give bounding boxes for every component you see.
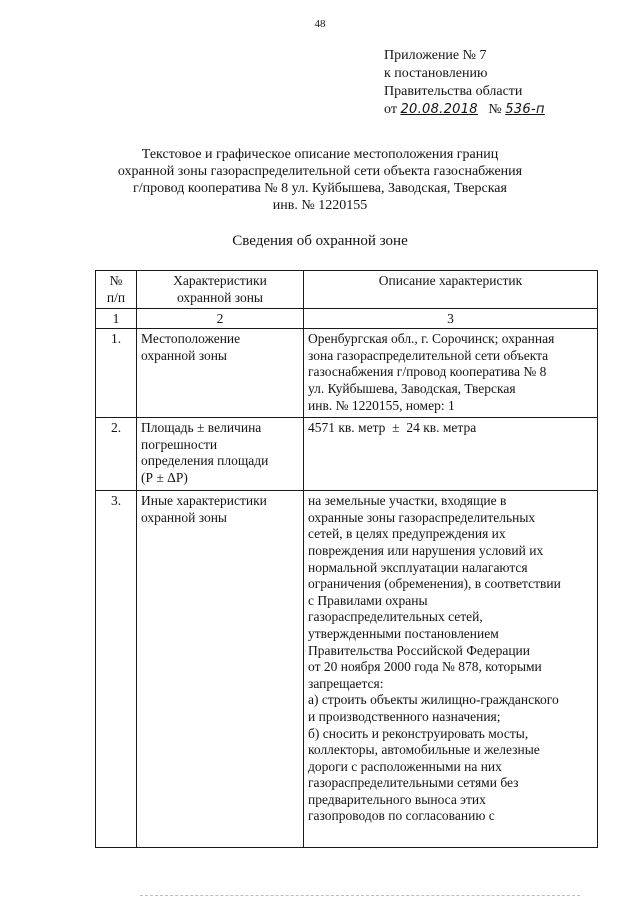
handwritten-number: 536-п <box>505 102 545 117</box>
column-number-1: 1 <box>96 309 137 329</box>
appendix-line-2: к постановлению <box>384 66 488 81</box>
page-bottom-edge <box>140 895 580 897</box>
document-title <box>0 146 640 214</box>
row-number: 3. <box>96 491 137 848</box>
table-row <box>96 329 598 418</box>
header-number: № п/п <box>96 271 137 309</box>
row-description: 4571 кв. метр ± 24 кв. метра <box>304 418 598 491</box>
page-number: 48 <box>314 18 326 30</box>
appendix-date-line <box>384 101 545 119</box>
title-line-3: г/провод кооператива № 8 ул. Куйбышева, Заводская, Тверская <box>133 181 507 196</box>
title-line-1: Текстовое и графическое описание местоположения границ <box>141 147 499 162</box>
table-row <box>96 491 598 848</box>
row-number: 1. <box>96 329 137 418</box>
column-number-row <box>96 309 598 329</box>
row-characteristic: Иные характеристики охранной зоны <box>137 491 304 848</box>
title-line-4: инв. № 1220155 <box>272 198 368 213</box>
row-description: на земельные участки, входящие в охранные зоны газораспределительных сетей, в целях предупреждения их повреждения или нарушения условий их нормальной эксплуатации налагаются ограничения (обременения), в соответствии с Правилами охраны газораспределительных сетей, утвержденными постановлением Правительства Российской Федерации от 20 ноября 2000 года № 878, которыми запрещается: а) строить объекты жилищно-гражданского и производственного назначения; б) сносить и реконструировать мосты, коллекторы, автомобильные и железные дороги с расположенными на них газораспределительными сетями без предварительного выноса этих газопроводов по согласованию с <box>304 491 598 848</box>
appendix-line-3: Правительства области <box>384 84 523 99</box>
appendix-line-1: Приложение № 7 <box>384 48 487 63</box>
appendix-block <box>384 47 545 119</box>
handwritten-date: 20.08.2018 <box>400 102 478 117</box>
protection-zone-table <box>95 270 598 848</box>
table-row <box>96 418 598 491</box>
section-title: Сведения об охранной зоне <box>232 233 408 249</box>
row-characteristic: Площадь ± величина погрешности определения площади (Р ± ΔР) <box>137 418 304 491</box>
date-prefix: от <box>384 102 397 117</box>
row-description: Оренбургская обл., г. Сорочинск; охранная зона газораспределительной сети объекта газоснабжения г/провод кооператива № 8 ул. Куйбышева, Заводская, Тверская инв. № 1220155, номер: 1 <box>304 329 598 418</box>
row-number: 2. <box>96 418 137 491</box>
title-line-2: охранной зоны газораспределительной сети объекта газоснабжения <box>117 164 523 179</box>
header-characteristic: Характеристики охранной зоны <box>137 271 304 309</box>
table-header-row <box>96 271 598 309</box>
number-prefix: № <box>488 102 502 117</box>
column-number-2: 2 <box>137 309 304 329</box>
row-characteristic: Местоположение охранной зоны <box>137 329 304 418</box>
column-number-3: 3 <box>304 309 598 329</box>
header-description: Описание характеристик <box>304 271 598 309</box>
